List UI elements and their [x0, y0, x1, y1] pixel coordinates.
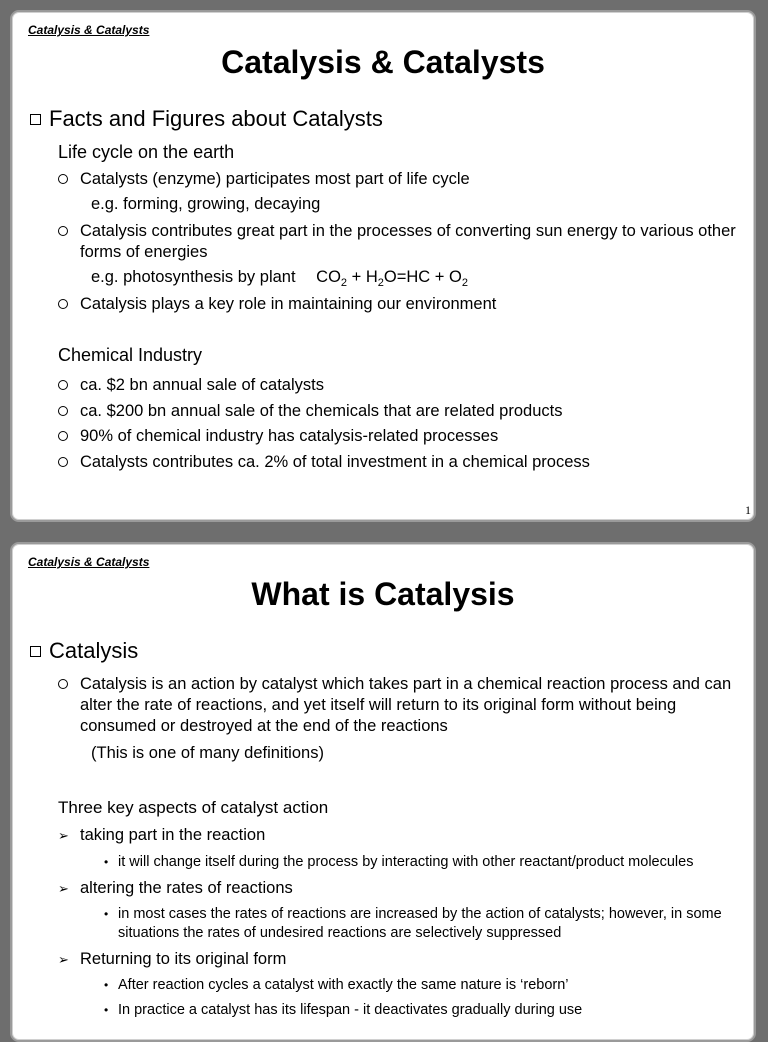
circle-bullet-icon	[58, 401, 76, 422]
circle-bullet-icon	[58, 169, 76, 190]
slide-1	[10, 10, 756, 522]
circle-bullet-icon	[58, 674, 76, 695]
slide-title: What is Catalysis	[251, 576, 515, 612]
circle-bullet-icon	[58, 426, 76, 447]
definition-note: (This is one of many definitions)	[91, 744, 324, 762]
aspect-item: ➢ Returning to its original form	[58, 950, 287, 968]
bullet-item: Catalysis plays a key role in maintaining our environment	[58, 294, 740, 315]
aspect-detail: • After reaction cycles a catalyst with exactly the same nature is ‘reborn’	[104, 977, 569, 993]
square-bullet-icon	[30, 646, 41, 657]
circle-bullet-icon	[58, 294, 76, 315]
bullet-item: Catalysts contributes ca. 2% of total investment in a chemical process	[58, 452, 740, 473]
arrow-bullet-icon: ➢	[58, 828, 69, 843]
dot-bullet-icon: •	[104, 855, 109, 869]
aspect-detail: • In practice a catalyst has its lifespan - it deactivates gradually during use	[104, 1002, 583, 1018]
circle-bullet-icon	[58, 221, 76, 242]
square-bullet-icon	[30, 114, 41, 125]
photosynthesis-example: e.g. photosynthesis by plant $CO_2 + H_2O=HC + O_2$	[91, 268, 468, 289]
dot-bullet-icon: •	[104, 1003, 109, 1017]
example-text: e.g. forming, growing, decaying	[91, 195, 321, 213]
slide-header: Catalysis & Catalysts	[28, 555, 150, 569]
aspects-heading: Three key aspects of catalyst action	[58, 798, 329, 817]
arrow-bullet-icon: ➢	[58, 952, 69, 967]
section-heading: Facts and Figures about Catalysts	[30, 106, 383, 132]
aspect-detail: • in most cases the rates of reactions are increased by the action of catalysts; however, in some situations the rates of undesired reactions are selectively suppressed	[104, 906, 722, 941]
life-cycle-heading: Life cycle on the earth	[58, 142, 235, 162]
industry-heading: Chemical Industry	[58, 345, 203, 365]
aspect-item: ➢ altering the rates of reactions	[58, 879, 293, 897]
definition-bullet: Catalysis is an action by catalyst which takes part in a chemical reaction process and can alter the rate of reactions, and yet itself will return to its original form without being consumed or destroyed at the end of the reactions	[58, 674, 742, 737]
aspect-detail: • it will change itself during the process by interacting with other reactant/product molecules	[104, 854, 694, 870]
chemical-equation: $CO_2 + H_2O=HC + O_2$	[316, 268, 468, 289]
bullet-item: ca. $2 bn annual sale of catalysts	[58, 375, 740, 396]
page-number: 1	[745, 503, 751, 517]
bullet-item: Catalysis contributes great part in the processes of converting sun energy to various other forms of energies	[58, 221, 740, 263]
circle-bullet-icon	[58, 452, 76, 473]
aspect-item: ➢ taking part in the reaction	[58, 826, 266, 844]
bullet-item: ca. $200 bn annual sale of the chemicals that are related products	[58, 401, 740, 422]
bullet-item: 90% of chemical industry has catalysis-related processes	[58, 426, 740, 447]
bullet-item: Catalysts (enzyme) participates most part of life cycle	[58, 169, 740, 190]
arrow-bullet-icon: ➢	[58, 881, 69, 896]
dot-bullet-icon: •	[104, 978, 109, 992]
section-heading: Catalysis	[30, 638, 138, 664]
circle-bullet-icon	[58, 375, 76, 396]
slide-header: Catalysis & Catalysts	[28, 23, 150, 37]
slide-title: Catalysis & Catalysts	[221, 44, 545, 80]
slide-2	[10, 542, 756, 1042]
dot-bullet-icon: •	[104, 907, 109, 921]
